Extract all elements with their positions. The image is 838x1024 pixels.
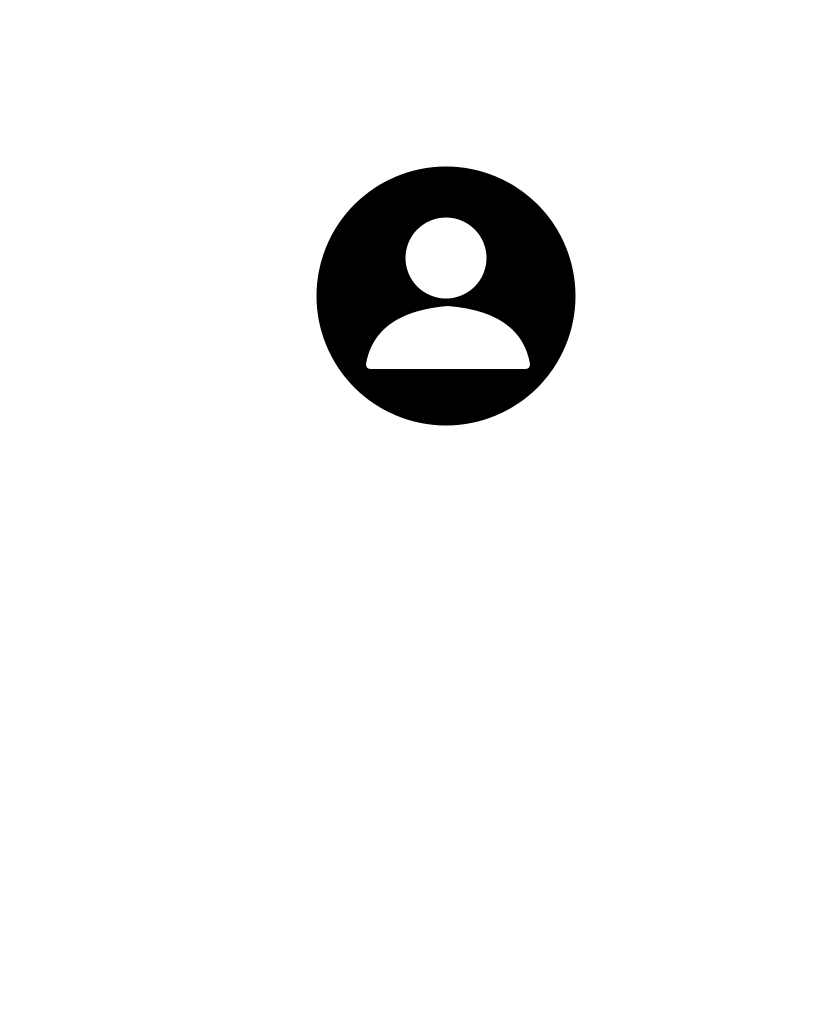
avatar[interactable]	[316, 166, 576, 426]
user-avatar-icon	[316, 166, 576, 426]
avatar-head	[406, 218, 487, 299]
